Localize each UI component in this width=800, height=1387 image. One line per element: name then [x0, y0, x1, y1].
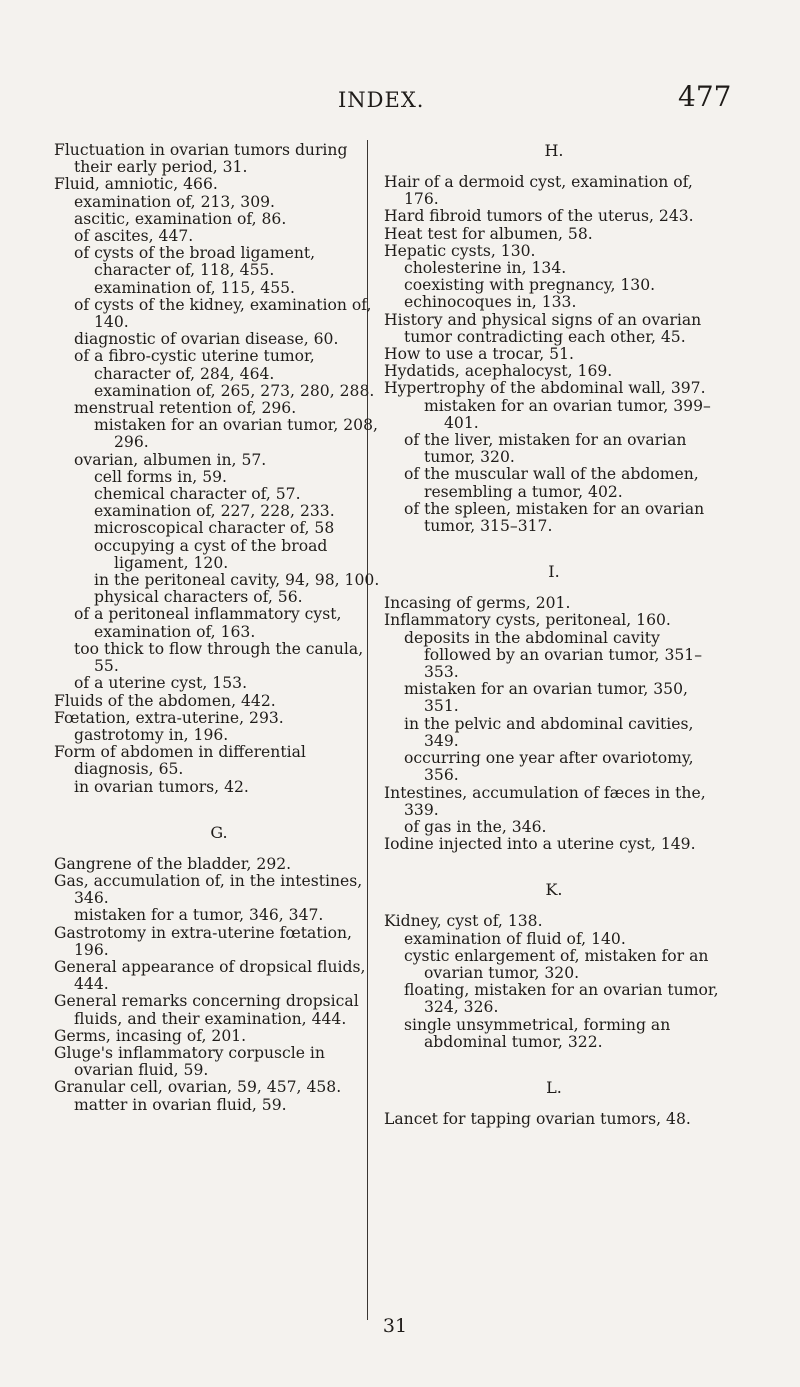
index-entry: Iodine injected into a uterine cyst, 149.: [384, 835, 696, 854]
index-entry: examination of fluid of, 140.: [404, 929, 626, 948]
index-entry: cystic enlargement of, mistaken for an ovarian tumor, 320.: [404, 946, 709, 982]
index-entry: Inflammatory cysts, peritoneal, 160.: [384, 611, 671, 630]
index-entry: of the liver, mistaken for an ovarian tumor, 320.: [404, 431, 687, 467]
index-entry: Fœtation, extra-uterine, 293.: [54, 708, 284, 727]
index-entry: of gas in the, 346.: [404, 817, 547, 836]
index-entry: mistaken for an ovarian tumor, 208, 296.: [94, 416, 378, 452]
index-entry: of cysts of the broad ligament, character of, 118, 455.: [74, 244, 316, 280]
index-group-l: [384, 1111, 724, 1128]
index-entry: too thick to flow through the canula, 55.: [74, 639, 364, 676]
index-entry: History and physical signs of an ovarian tumor contradicting each other, 45.: [384, 310, 702, 346]
index-entry: mistaken for an ovarian tumor, 399–401.: [424, 396, 711, 432]
index-entry: of the muscular wall of the abdomen, resembling a tumor, 402.: [404, 465, 699, 501]
index-entry: examination of, 265, 273, 280, 288.: [94, 381, 375, 400]
index-group-i: [384, 595, 724, 853]
index-entry: Hydatids, acephalocyst, 169.: [384, 362, 613, 381]
index-entry: cell forms in, 59.: [94, 467, 227, 486]
index-entry: Heat test for albumen, 58.: [384, 224, 593, 243]
index-entry: mistaken for an ovarian tumor, 350, 351.: [404, 680, 688, 716]
index-group-g: [54, 856, 384, 1114]
index-entry: Gas, accumulation of, in the intestines, 346.: [54, 871, 363, 908]
section-letter-i: I.: [548, 562, 560, 582]
index-entry: in ovarian tumors, 42.: [74, 777, 249, 796]
index-column-right: [384, 142, 724, 1128]
index-entry: occurring one year after ovariotomy, 356.: [404, 749, 694, 785]
index-entry: of a peritoneal inflammatory cyst, examination of, 163.: [74, 605, 342, 641]
page-footer: [0, 1315, 800, 1337]
index-entry: in the pelvic and abdominal cavities, 349.: [404, 714, 694, 750]
index-entry: physical characters of, 56.: [94, 588, 303, 607]
index-entry: menstrual retention of, 296.: [74, 399, 297, 418]
index-entry: matter in ovarian fluid, 59.: [74, 1095, 287, 1114]
section-letter-l: L.: [546, 1077, 562, 1097]
index-group-f: [54, 142, 384, 796]
index-group-k: [384, 913, 724, 1051]
index-entry: gastrotomy in, 196.: [74, 725, 229, 744]
index-entry: Hepatic cysts, 130.: [384, 241, 536, 260]
index-entry: Granular cell, ovarian, 59, 457, 458.: [54, 1078, 342, 1097]
index-entry: ovarian, albumen in, 57.: [74, 450, 267, 469]
index-entry: Fluids of the abdomen, 442.: [54, 691, 276, 710]
section-letter-k: K.: [545, 880, 563, 900]
index-entry: General appearance of dropsical fluids, 444.: [54, 957, 366, 994]
section-letter-g: G.: [210, 822, 228, 842]
index-entry: floating, mistaken for an ovarian tumor, 324, 326.: [404, 981, 719, 1017]
signature-mark: 31: [382, 1315, 408, 1337]
index-entry: microscopical character of, 58: [94, 519, 335, 538]
index-entry: Intestines, accumulation of fæces in the, 339.: [384, 783, 706, 819]
index-entry: Fluctuation in ovarian tumors during their early period, 31.: [54, 141, 348, 177]
index-entry: chemical character of, 57.: [94, 485, 301, 504]
index-entry: of ascites, 447.: [74, 227, 194, 246]
page-header: [0, 80, 800, 120]
index-entry: Kidney, cyst of, 138.: [384, 912, 543, 931]
index-entry: occupying a cyst of the broad ligament, 120.: [94, 536, 328, 572]
index-entry: How to use a trocar, 51.: [384, 345, 574, 364]
running-title: INDEX.: [338, 88, 425, 112]
index-entry: coexisting with pregnancy, 130.: [404, 276, 656, 295]
index-entry: Hypertrophy of the abdominal wall, 397.: [384, 379, 706, 398]
index-entry: single unsymmetrical, forming an abdominal tumor, 322.: [404, 1015, 671, 1051]
section-letter-h: H.: [544, 141, 564, 160]
index-entry: examination of, 227, 228, 233.: [94, 502, 335, 521]
index-column-left: [54, 142, 384, 1114]
index-group-h: [384, 174, 724, 535]
index-entry: diagnostic of ovarian disease, 60.: [74, 330, 339, 349]
index-entry: of a fibro-cystic uterine tumor, character of, 284, 464.: [74, 347, 315, 383]
index-entry: Fluid, amniotic, 466.: [54, 175, 218, 194]
index-entry: Hair of a dermoid cyst, examination of, 176.: [384, 173, 693, 209]
index-entry: echinocoques in, 133.: [404, 293, 577, 312]
index-entry: of the spleen, mistaken for an ovarian tumor, 315–317.: [404, 499, 705, 536]
index-entry: deposits in the abdominal cavity followed by an ovarian tumor, 351–353.: [404, 628, 703, 682]
index-entry: in the peritoneal cavity, 94, 98, 100.: [94, 571, 380, 590]
index-entry: General remarks concerning dropsical fluids, and their examination, 444.: [54, 992, 359, 1028]
index-entry: examination of, 213, 309.: [74, 192, 275, 211]
index-entry: Germs, incasing of, 201.: [54, 1026, 247, 1045]
index-entry: Gluge's inflammatory corpuscle in ovarian fluid, 59.: [54, 1043, 325, 1080]
index-entry: Hard fibroid tumors of the uterus, 243.: [384, 207, 694, 226]
index-entry: cholesterine in, 134.: [404, 259, 567, 278]
page-number: 477: [678, 80, 732, 113]
index-entry: examination of, 115, 455.: [94, 278, 295, 297]
index-entry: Form of abdomen in differential diagnosis, 65.: [54, 743, 306, 779]
index-entry: of a uterine cyst, 153.: [74, 674, 248, 693]
index-entry: Lancet for tapping ovarian tumors, 48.: [384, 1109, 691, 1128]
index-entry: Gastrotomy in extra-uterine fœtation, 196.: [54, 923, 352, 959]
index-entry: Incasing of germs, 201.: [384, 594, 571, 613]
index-entry: ascitic, examination of, 86.: [74, 209, 287, 228]
index-entry: mistaken for a tumor, 346, 347.: [74, 906, 324, 925]
index-entry: of cysts of the kidney, examination of, 140.: [74, 295, 372, 332]
index-entry: Gangrene of the bladder, 292.: [54, 854, 292, 873]
